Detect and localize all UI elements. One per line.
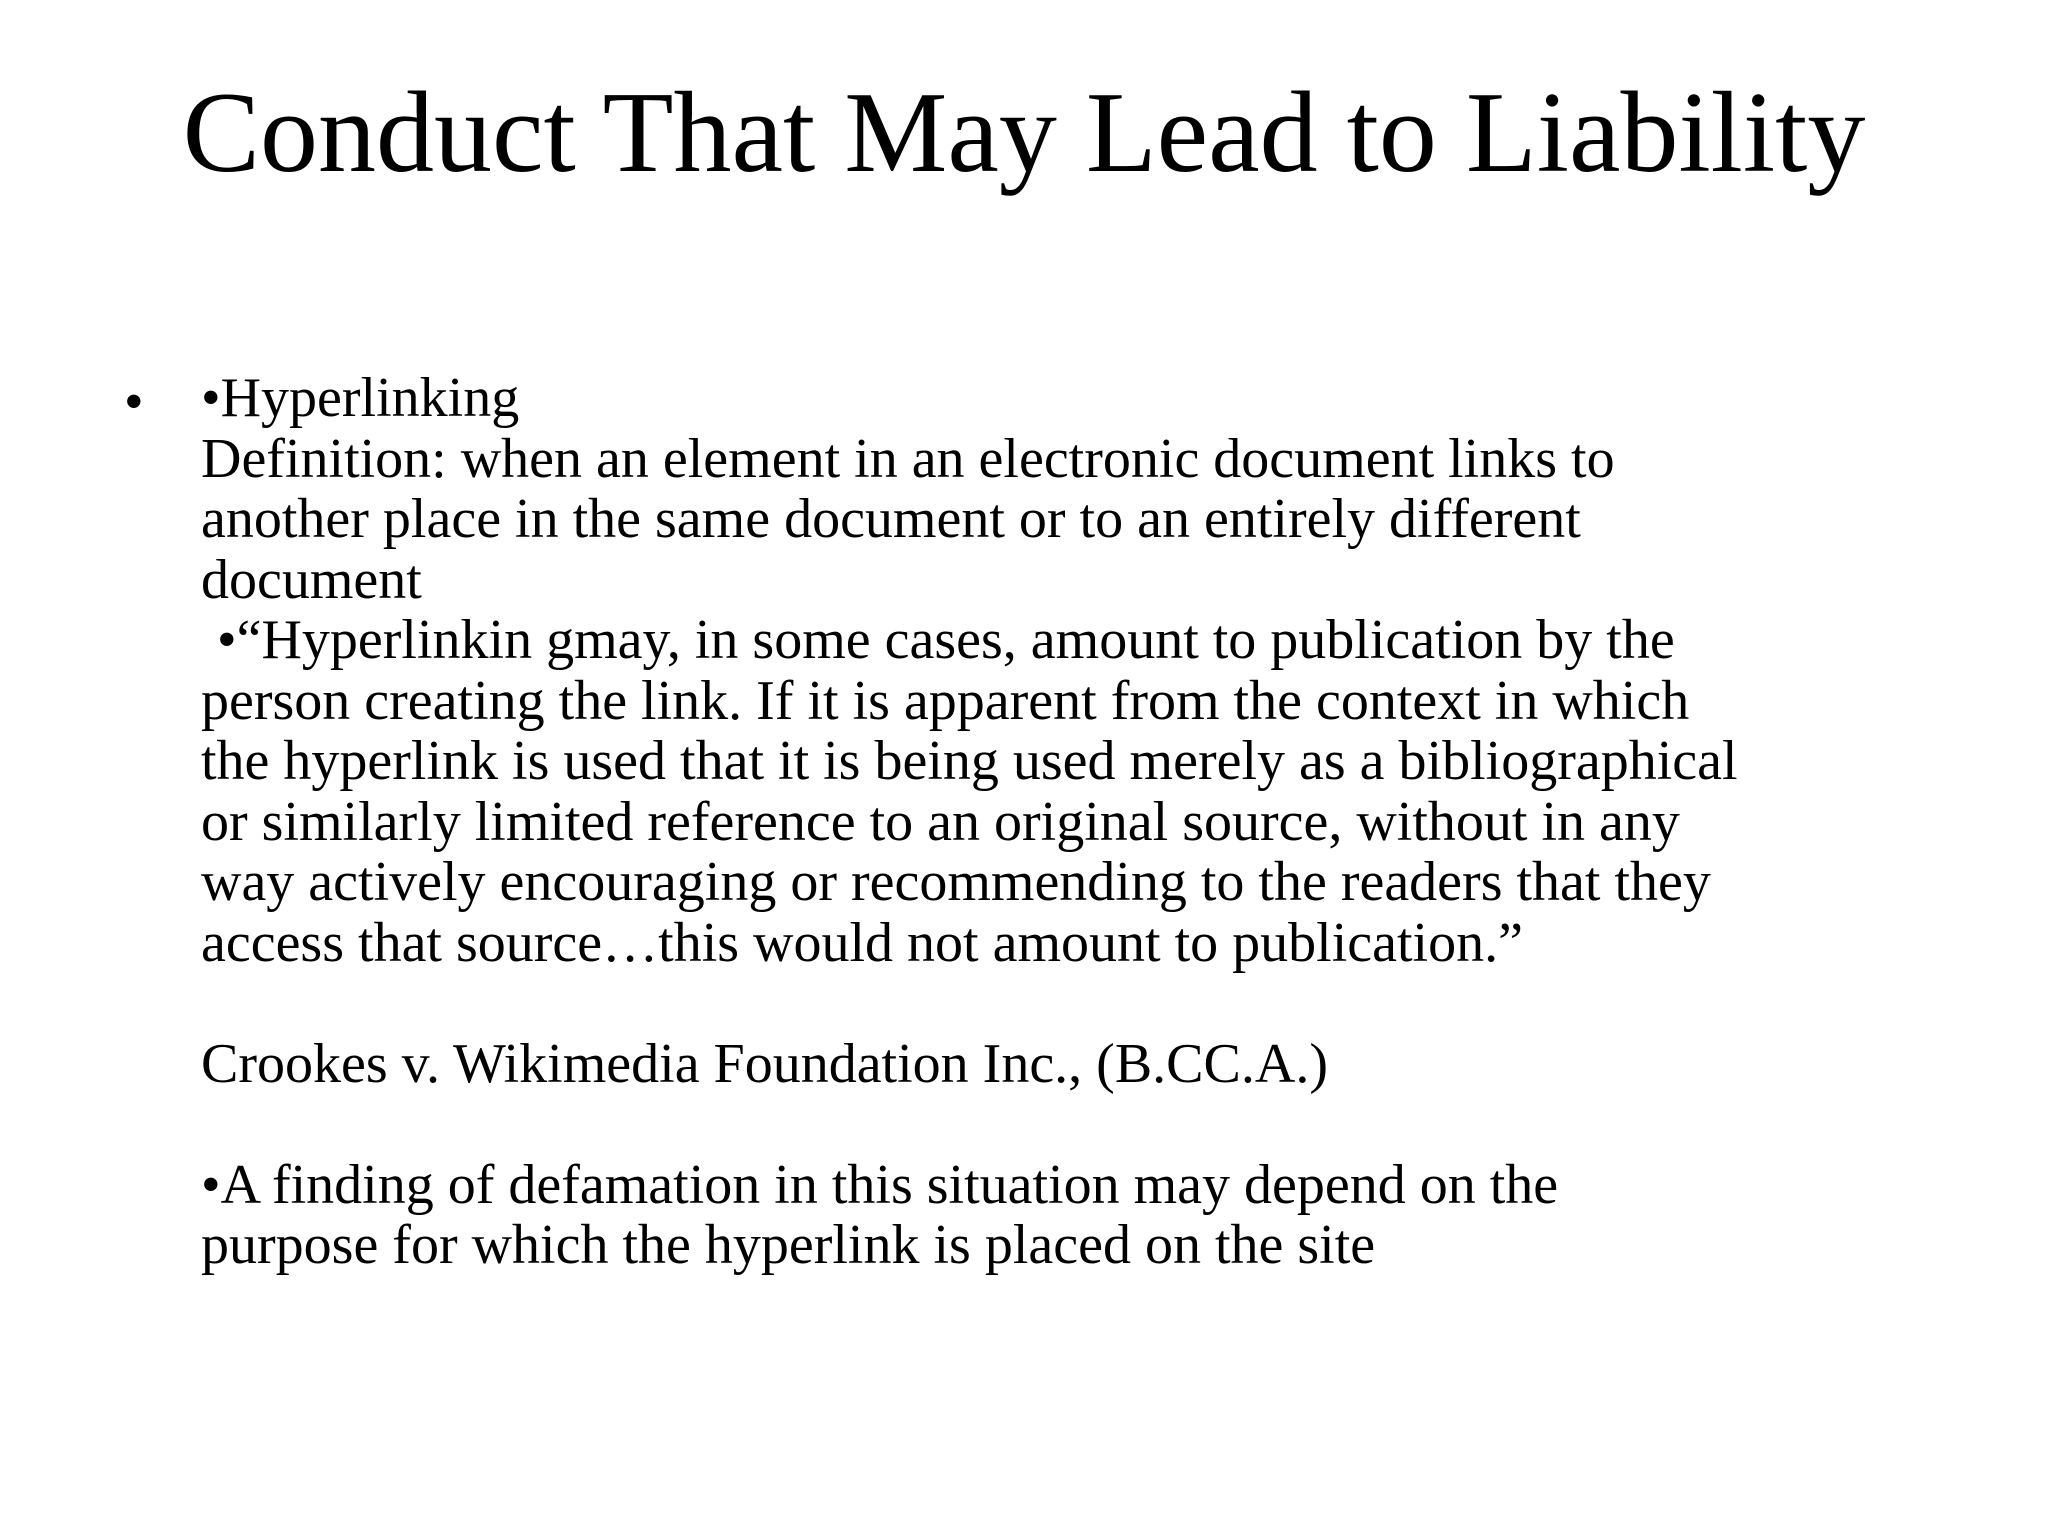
bullet-heading: •Hyperlinking (201, 367, 520, 429)
bullet-content (201, 368, 2001, 1276)
slide-title: Conduct That May Lead to Liability (182, 69, 1866, 197)
bullet-marker: • (124, 371, 144, 433)
quote-line: •“Hyperlinkin gmay, in some cases, amount to publication by the (217, 609, 1675, 671)
definition-line: document (201, 548, 422, 611)
quote-line: person creating the link. If it is apparent from the context in which (201, 669, 1690, 732)
quote-line: way actively encouraging or recommending to the readers that they (201, 851, 1711, 913)
quote-line: the hyperlink is used that it is being used merely as a bibliographical (201, 730, 1738, 792)
quote-line: or similarly limited reference to an original source, without in any (201, 790, 1680, 853)
definition-line: another place in the same document or to an entirely different (201, 488, 1581, 550)
definition-line: Definition: when an element in an electronic document links to (201, 427, 1615, 490)
finding-line: purpose for which the hyperlink is placed on the site (201, 1214, 1376, 1276)
spacer (201, 973, 2001, 1034)
case-citation: Crookes v. Wikimedia Foundation Inc., (B.CC.A.) (201, 1032, 1328, 1095)
finding-line: •A finding of defamation in this situation may depend on the (201, 1153, 1559, 1216)
spacer (201, 1094, 2001, 1155)
quote-line: access that source…this would not amount to publication.” (201, 911, 1523, 974)
